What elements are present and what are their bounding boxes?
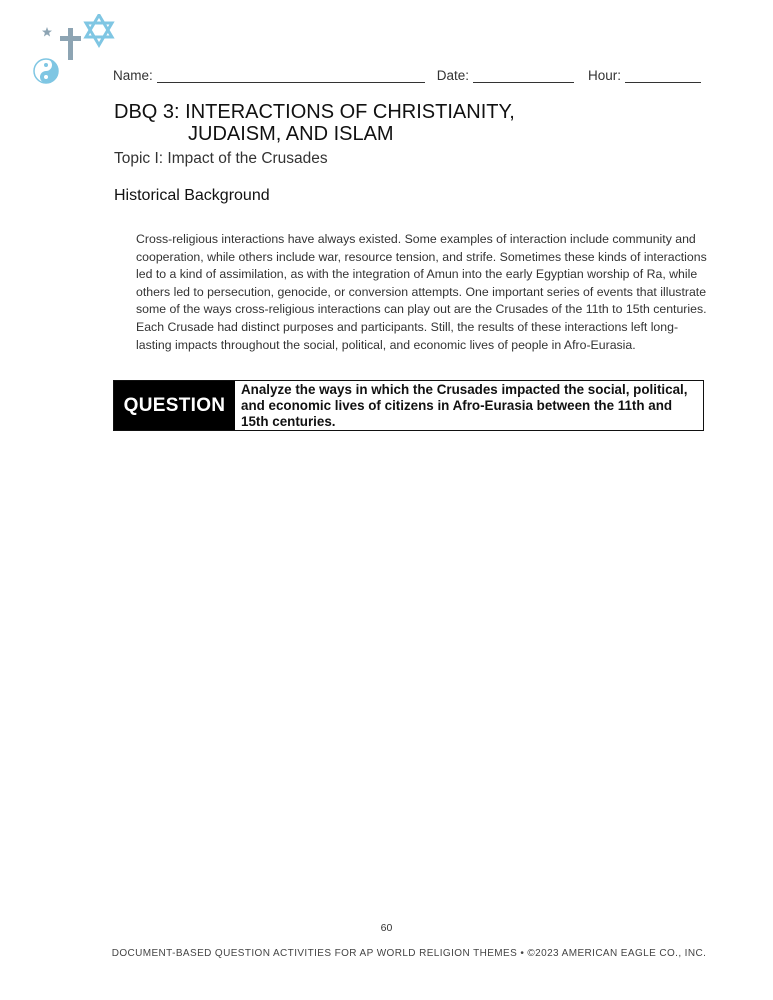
title-line-1: DBQ 3: INTERACTIONS OF CHRISTIANITY,	[114, 101, 515, 123]
hour-field[interactable]	[625, 68, 701, 83]
student-info-row	[113, 68, 705, 83]
topic-subtitle: Topic I: Impact of the Crusades	[114, 150, 328, 167]
religion-symbols-logo	[26, 14, 118, 86]
name-label: Name:	[113, 68, 153, 83]
yin-yang-icon	[34, 59, 58, 83]
question-label: QUESTION	[114, 381, 235, 430]
footer-text: DOCUMENT-BASED QUESTION ACTIVITIES FOR AP WORLD RELIGION THEMES • ©2023 AMERICAN EAGLE CO., INC.	[111, 948, 707, 959]
page-title	[114, 101, 515, 145]
title-line-2: JUDAISM, AND ISLAM	[188, 123, 394, 145]
hour-label: Hour:	[588, 68, 622, 83]
date-label: Date:	[436, 68, 470, 83]
question-text: Analyze the ways in which the Crusades impacted the social, political, and economic lives of citizens in Afro-Eurasia between the 11th and 15th centuries.	[241, 382, 688, 429]
date-field[interactable]	[473, 68, 574, 83]
historical-background-paragraph: Cross-religious interactions have always existed. Some examples of interaction include community and cooperation, while others include war, resource tension, and strife. Sometimes these kinds of interactions led to a kind of assimilation, as with the integration of Amun into the early Egyptian worship of Ra, while others led to persecution, genocide, or conversion attempts. One important series of events that illustrate some of the ways cross-religious interactions can play out are the Crusades of the 11th to 15th centuries. Each Crusade had distinct purposes and participants. Still, the results of these interactions left long-lasting impacts throughout the social, political, and economic lives of people in Afro-Eurasia.	[136, 232, 707, 352]
crescent-star-icon	[30, 18, 52, 46]
cross-icon	[60, 28, 81, 60]
star-of-david-icon	[86, 15, 112, 45]
page-number: 60	[380, 922, 393, 934]
question-box	[113, 380, 704, 431]
name-field[interactable]	[157, 68, 425, 83]
historical-background-heading: Historical Background	[114, 187, 270, 204]
